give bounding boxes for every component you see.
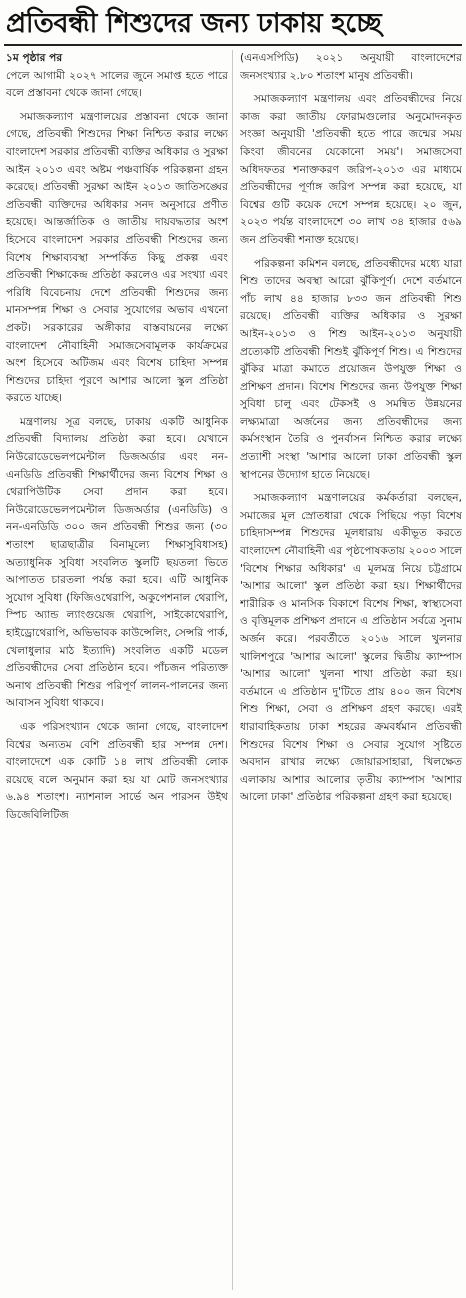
paragraph: মন্ত্রণালয় সূত্র বলছে, ঢাকায় একটি আধুনিক প্রতিবন্ধী বিদ্যালয় প্রতিষ্ঠা করা হবে। যেখানে নিউরোডেভেলপমেন্টাল ডিজঅর্ডার এবং নন-এনডিডি প্রতিবন্ধী শিক্ষার্থীদের জন্য বিশেষ শিক্ষা ও থেরাপিউটিক সেবা প্রদান করা হবে। নিউরোডেভেলপমেন্টাল ডিজঅর্ডার (এনডিডি) ও নন-এনডিডি ৩০০ জন প্রতিবন্ধী শিশুর জন্য (৩০ শতাংশ ছাত্রছাত্রীর বিনামূল্যে শিক্ষাসুবিধাসহ) অত্যাধুনিক সুবিধা সংবলিত স্কুলটি ছয়তলা ভিতে আপাতত চারতলা পর্যন্ত করা হবে। এটি আধুনিক সুযোগ সুবিধা (ফিজিওথেরাপি, অকুপেশনাল থেরাপি, স্পিচ অ্যান্ড ল্যাংগুয়েজ থেরাপি, সাইকোথেরাপি, হাইড্রোথেরাপি, অভিভাবক কাউন্সেলিং, সেন্সরি পার্ক, খেলাধুলার মাঠ ইত্যাদি) সংবলিত একটি মডেল প্রতিবন্ধীদের সেবা প্রতিষ্ঠান হবে। পাঁচজন পরিত্যক্ত অনাথ প্রতিবন্ধী শিশুর পরিপূর্ণ লালন-পালনের জন্য আবাসন সুবিধা থাকবে।	[6, 415, 228, 710]
headline-rule	[4, 44, 462, 46]
paragraph: সমাজকল্যাণ মন্ত্রণালয়ের প্রস্তাবনা থেকে জানা গেছে, প্রতিবন্ধী শিশুদের শিক্ষা নিশ্চিত করার লক্ষ্যে বাংলাদেশ সরকার প্রতিবন্ধী ব্যক্তির অধিকার ও সুরক্ষা আইন ২০১৩ এবং অষ্টম পঞ্চবার্ষিক পরিকল্পনা গ্রহন করেছে। প্রতিবন্ধী সুরক্ষা আইন ২০১৩ জাতিসঙ্ঘের প্রতিবন্ধী ব্যক্তিদের অধিকার সনদ অনুসারে প্রণীত হয়েছে। আন্তর্জাতিক ও জাতীয় দায়বদ্ধতার অংশ হিসেবে বাংলাদেশ সরকার প্রতিবন্ধী শিশুদের জন্য বিশেষ শিক্ষাব্যবস্থা সম্পর্কিত কিছু প্রকল্প এবং প্রতিবন্ধী শিক্ষাকেন্দ্র প্রতিষ্ঠা করলেও এর সংখ্যা এবং পরিধি বিবেচনায় দেশে প্রতিবন্ধী শিশুদের জন্য মানসম্পন্ন শিক্ষা ও সেবার সুযোগের অভাব এখনো প্রকট। সরকারের অঙ্গীকার বাস্তবায়নের লক্ষ্যে বাংলাদেশ নৌবাহিনী সমাজসেবামূলক কার্যক্রমের অংশ হিসেবে অটিজম এবং বিশেষ চাহিদা সম্পন্ন শিশুদের চাহিদা পূরণে আশার আলো স্কুল প্রতিষ্ঠা করতে যাচ্ছে।	[6, 110, 228, 405]
paragraph: সমাজকল্যাণ মন্ত্রণালয়ের কর্মকর্তারা বলছেন, সমাজের মূল স্রোতধারা থেকে পিছিয়ে পড়া বিশেষ চাহিদাসম্পন্ন শিশুদের মূলধারায় একীভূত করতে বাংলাদেশ নৌবাহিনী এর পৃষ্ঠপোষকতায় ২০০৩ সালে 'বিশেষ শিক্ষার অধিকার' এ মূলমন্ত্র নিয়ে চট্টগ্রামে 'আশার আলো' স্কুল প্রতিষ্ঠা করা হয়। শিক্ষার্থীদের শারীরিক ও মানসিক বিকাশে বিশেষ শিক্ষা, স্বাস্থ্যসেবা ও বৃত্তিমূলক প্রশিক্ষণ প্রদানে এ প্রতিষ্ঠান সর্বত্রে সুনাম অর্জন করে। পরবর্তীতে ২০১৬ সালে খুলনার খালিশপুরে 'আশার আলো' স্কুলের দ্বিতীয় ক্যাম্পাস 'আশার আলো' খুলনা শাখা প্রতিষ্ঠা করা হয়। বর্তমানে এ প্রতিষ্ঠান দু'টিতে প্রায় ৪০০ জন বিশেষ শিশু শিক্ষা, সেবা ও প্রশিক্ষণ গ্রহণ করছে। এরই ধারাবাহিকতায় ঢাকা শহরের ক্রমবর্ধমান প্রতিবন্ধী শিশুদের বিশেষ শিক্ষা ও সেবার সুযোগ সৃষ্টিতে অবদান রাখার লক্ষ্যে জোয়ারসাহারা, খিলক্ষেত এলাকায় আশার আলোর তৃতীয় ক্যাম্পাস 'আশার আলো ঢাকা' প্রতিষ্ঠার পরিকল্পনা গ্রহণ করা হয়েছে।	[240, 492, 462, 804]
continuation-label: ১ম পৃষ্ঠার পর	[6, 52, 63, 64]
article-column-right	[240, 50, 462, 1294]
paragraph: এক পরিসংখ্যান থেকে জানা গেছে, বাংলাদেশ বিশ্বের অন্যতম বেশি প্রতিবন্ধী হার সম্পন্ন দেশ। বাংলাদেশে এক কোটি ১৪ লাখ প্রতিবন্ধী লোক রয়েছে বলে অনুমান করা হয় যা মোট জনসংখ্যার ৬.৯৪ শতাংশ। ন্যাশনাল সার্ভে অন পারসন উইথ ডিজেবিলিটিজ	[6, 720, 228, 821]
paragraph: (এনএসপিডি) ২০২১ অনুযায়ী বাংলাদেশের জনসংখ্যার ২.৮০ শতাংশ মানুষ প্রতিবন্ধী।	[240, 52, 462, 82]
column-divider	[232, 50, 233, 1290]
paragraph: পেলে আগামী ২০২৭ সালের জুনে সমাপ্ত হতে পারে বলে প্রস্তাবনা থেকে জানা গেছে।	[6, 69, 228, 100]
paragraph: পরিকল্পনা কমিশন বলছে, প্রতিবন্ধীদের মধ্যে যারা শিশু তাদের অবস্থা আরো ঝুঁকিপূর্ণ। দেশে বর্তমানে পাঁচ লাখ ৪৪ হাজার ৮৩৩ জন প্রতিবন্ধী শিশু রয়েছে। প্রতিবন্ধী ব্যক্তির অধিকার ও সুরক্ষা আইন-২০১৩ ও শিশু আইন-২০১৩ অনুযায়ী প্রত্যেকটি প্রতিবন্ধী শিশুই ঝুঁকিপূর্ণ শিশু। এ শিশুদের ঝুঁকির মাত্রা কমাতে প্রয়োজন উপযুক্ত শিক্ষা ও প্রশিক্ষণ প্রদান। বিশেষ শিশুদের জন্য উপযুক্ত শিক্ষা সুবিধা চালু এবং টেকসই ও সমন্বিত উন্নয়নের লক্ষ্যমাত্রা অর্জনের জন্য প্রতিবন্ধীদের জন্য কর্মসংস্থান তৈরি ও পুনর্বাসন নিশ্চিত করার লক্ষ্যে প্রত্যাশী সংস্থা 'আশার আলো ঢাকা প্রতিবন্ধী স্কুল স্থাপনের উদ্যোগ হাতে নিয়েছে।	[240, 257, 462, 481]
headline: প্রতিবন্ধী শিশুদের জন্য ঢাকায় হচ্ছে	[6, 8, 382, 39]
paragraph: সমাজকল্যাণ মন্ত্রণালয় এবং প্রতিবন্ধীদের নিয়ে কাজ করা জাতীয় ফোরামগুলোর অনুমোদনকৃত সংজ্ঞা অনুযায়ী 'প্রতিবন্ধী হতে পারে জন্মের সময় কিংবা জীবনের যেকোনো সময়'। সমাজসেবা অধিদফতর শনাক্তকরণ জরিপ-২০১৩ এর মাধ্যমে প্রতিবন্ধীদের পূর্ণাঙ্গ জরিপ সম্পন্ন করা হয়েছে, যা বিশ্বের গুটি কয়েক দেশে সম্পন্ন হয়েছে। ২০ জুন, ২০২৩ পর্যন্ত বাংলাদেশে ৩০ লাখ ৩৪ হাজার ৫৬৯ জন প্রতিবন্ধী শনাক্ত হয়েছে।	[240, 93, 462, 246]
article-column-left	[6, 50, 228, 1294]
